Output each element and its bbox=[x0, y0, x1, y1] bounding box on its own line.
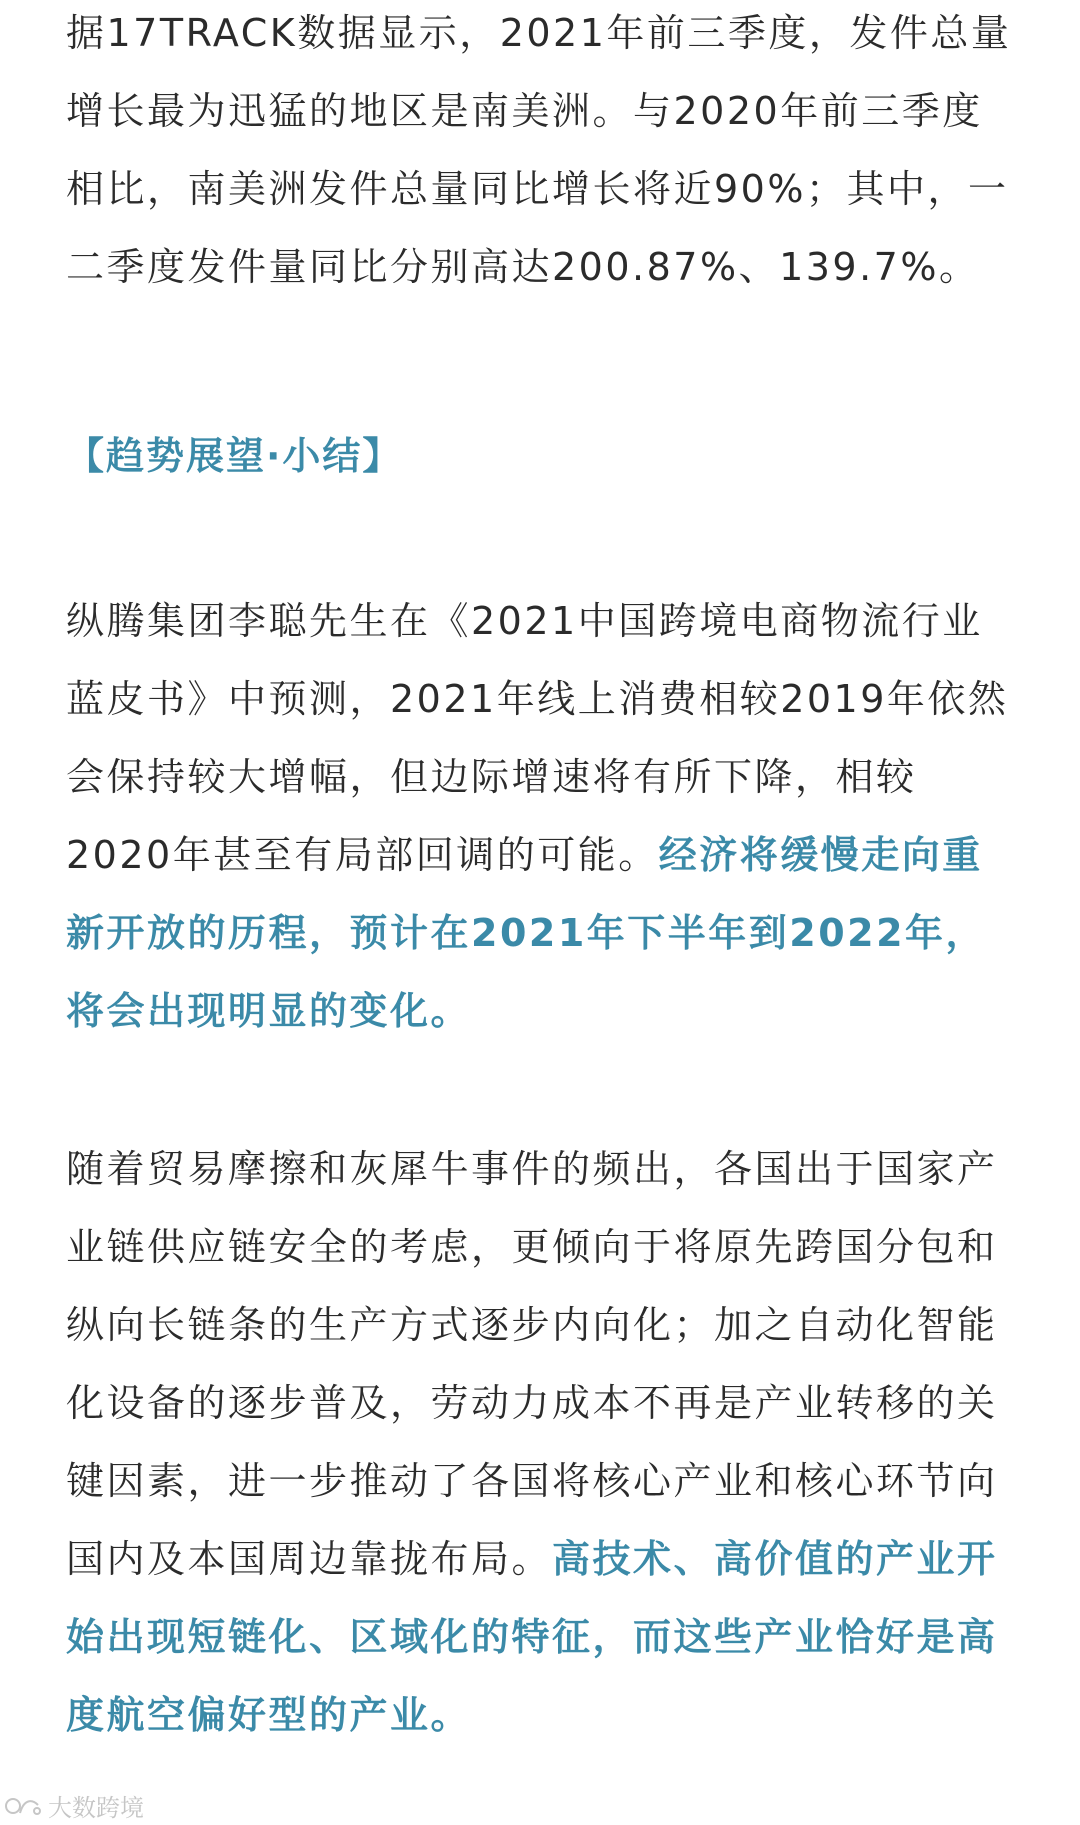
paragraph-supply-chain-text: 随着贸易摩擦和灰犀牛事件的频出，各国出于国家产业链供应链安全的考虑，更倾向于将原先跨国分包和纵向长链条的生产方式逐步内向化；加之自动化智能化设备的逐步普及，劳动力成本不再是产业转移的关键因素，进一步推动了各国将核心产业和核心环节向国内及本国周边靠拢布局。 bbox=[66, 1147, 998, 1581]
paragraph-forecast bbox=[66, 582, 1016, 1050]
paragraph-supply-chain bbox=[66, 1130, 1016, 1754]
article-body bbox=[66, 0, 1016, 1754]
paragraph-forecast-text: 纵腾集团李聪先生在《2021中国跨境电商物流行业蓝皮书》中预测，2021年线上消费相较2019年依然会保持较大增幅，但边际增速将有所下降，相较2020年甚至有局部回调的可能。 bbox=[66, 599, 1009, 877]
paragraph-forecast-highlight: 经济将缓慢走向重新开放的历程，预计在2021年下半年到2022年，将会出现明显的变化。 bbox=[66, 833, 987, 1033]
watermark-logo-icon bbox=[4, 1793, 42, 1819]
section-heading: 【趋势展望·小结】 bbox=[66, 434, 403, 478]
watermark-text: 大数跨境 bbox=[48, 1794, 144, 1822]
watermark bbox=[4, 1788, 144, 1823]
paragraph-supply-chain-highlight: 高技术、高价值的产业开始出现短链化、区域化的特征，而这些产业恰好是高度航空偏好型的产业。 bbox=[66, 1537, 998, 1737]
paragraph-shipping-growth: 据17TRACK数据显示，2021年前三季度，发件总量增长最为迅猛的地区是南美洲。与2020年前三季度相比，南美洲发件总量同比增长将近90%；其中，一二季度发件量同比分别高达200.87%、139.7%。 bbox=[66, 11, 1012, 289]
